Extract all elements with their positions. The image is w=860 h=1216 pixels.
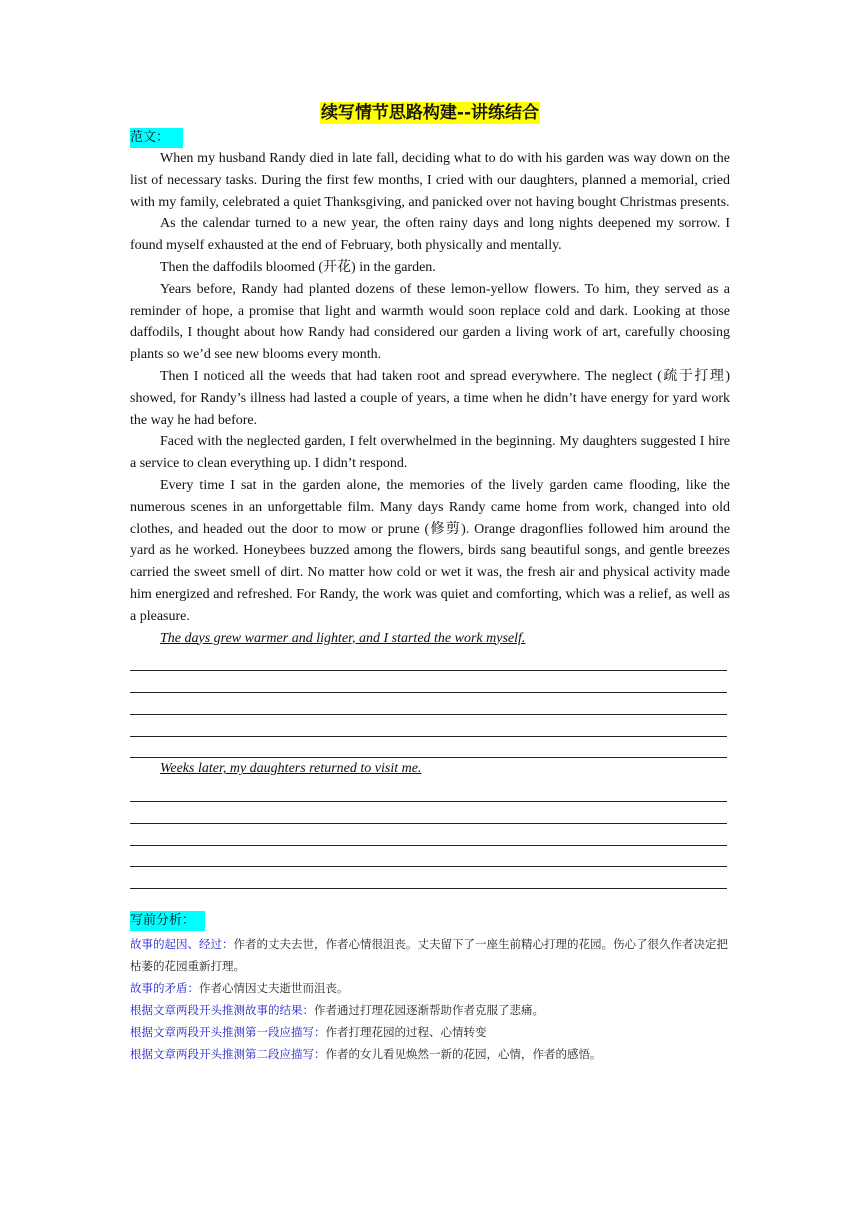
essay-paragraph: Every time I sat in the garden alone, the memories of the lively garden came flooding, like the numerous scenes in an unforgettable film. Many days Randy came home from work, changed into old clothes, and headed out the door to mow or prune (修剪). Orange dragonflies followed him around the yard as he worked. Honeybees buzzed among the flowers, birds sang beautiful songs, and gentle breezes carried the sweet smell of dirt. No matter how cold or wet it was, the fresh air and physical activity made him energized and refreshed. For Randy, the work was quiet and comforting, which was a relief, as well as a pleasure. <box>130 477 730 624</box>
analysis-value: 作者通过打理花园逐渐帮助作者克服了悲痛。 <box>314 1003 544 1018</box>
analysis-key: 根据文章两段开头推测故事的结果： <box>130 1003 314 1018</box>
analysis-label-row <box>130 911 730 931</box>
analysis-value: 作者打理花园的过程、心情转变 <box>325 1025 487 1040</box>
analysis-item <box>130 977 730 999</box>
sample-label: 范文： <box>130 128 183 148</box>
continuation-prompt-2: Weeks later, my daughters returned to visit me. <box>160 761 422 777</box>
essay-paragraph: Then I noticed all the weeds that had taken root and spread everywhere. The neglect (疏于打理) showed, for Randy’s illness had lasted a couple of years, a time when he didn’t have energy for yard work the way he had before. <box>130 368 730 428</box>
analysis-label: 写前分析： <box>130 911 205 931</box>
continuation-prompt-1: The days grew warmer and lighter, and I started the work myself. <box>160 630 526 646</box>
writing-line[interactable] <box>130 846 727 868</box>
analysis-item <box>130 933 730 977</box>
page-title: 续写情节思路构建--讲练结合 <box>320 103 540 123</box>
analysis-item <box>130 999 730 1021</box>
analysis-key: 根据文章两段开头推测第二段应描写： <box>130 1047 326 1062</box>
writing-lines-2[interactable] <box>130 780 730 889</box>
analysis-key: 根据文章两段开头推测第一段应描写： <box>130 1025 326 1040</box>
sample-label-row <box>130 128 730 148</box>
essay-paragraph: Years before, Randy had planted dozens of these lemon-yellow flowers. To him, they served as a reminder of hope, a promise that light and warmth would soon replace cold and dark. Looking at those daffodils, I thought about how Randy had considered our garden a living work of art, carefully choosing plants so we’d see new blooms every month. <box>130 281 730 363</box>
writing-line[interactable] <box>130 671 727 693</box>
analysis-key: 故事的起因、经过： <box>130 937 234 952</box>
writing-line[interactable] <box>130 715 727 737</box>
analysis-value: 作者的女儿看见焕然一新的花园，心情，作者的感悟。 <box>325 1047 602 1062</box>
analysis-value: 作者心情因丈夫逝世而沮丧。 <box>199 981 349 996</box>
analysis-key: 故事的矛盾： <box>130 981 199 996</box>
title-row <box>130 102 730 126</box>
essay-paragraph: Faced with the neglected garden, I felt overwhelmed in the beginning. My daughters suggested I hire a service to clean everything up. I didn’t respond. <box>130 434 730 472</box>
writing-line[interactable] <box>130 737 727 759</box>
writing-line[interactable] <box>130 867 727 889</box>
document-body <box>130 102 730 1065</box>
writing-lines-1[interactable] <box>130 649 730 758</box>
essay-paragraph: Then the daffodils bloomed (开花) in the garden. <box>160 259 436 275</box>
analysis-item <box>130 1021 730 1043</box>
writing-line[interactable] <box>130 649 727 671</box>
analysis-item <box>130 1043 730 1065</box>
essay-paragraph: As the calendar turned to a new year, the often rainy days and long nights deepened my sorrow. I found myself exhausted at the end of February, both physically and mentally. <box>130 216 730 254</box>
writing-line[interactable] <box>130 780 727 802</box>
writing-line[interactable] <box>130 824 727 846</box>
writing-line[interactable] <box>130 693 727 715</box>
writing-line[interactable] <box>130 802 727 824</box>
analysis-value: 作者的丈夫去世，作者心情很沮丧。丈夫留下了一座生前精心打理的花园。伤心了很久作者决定把枯萎的花园重新打理。 <box>130 937 728 974</box>
essay-paragraph: When my husband Randy died in late fall, deciding what to do with his garden was way down on the list of necessary tasks. During the first few months, I cried with our daughters, planned a memorial, cried with my family, celebrated a quiet Thanksgiving, and panicked over not having bought Christmas presents. <box>130 151 730 210</box>
